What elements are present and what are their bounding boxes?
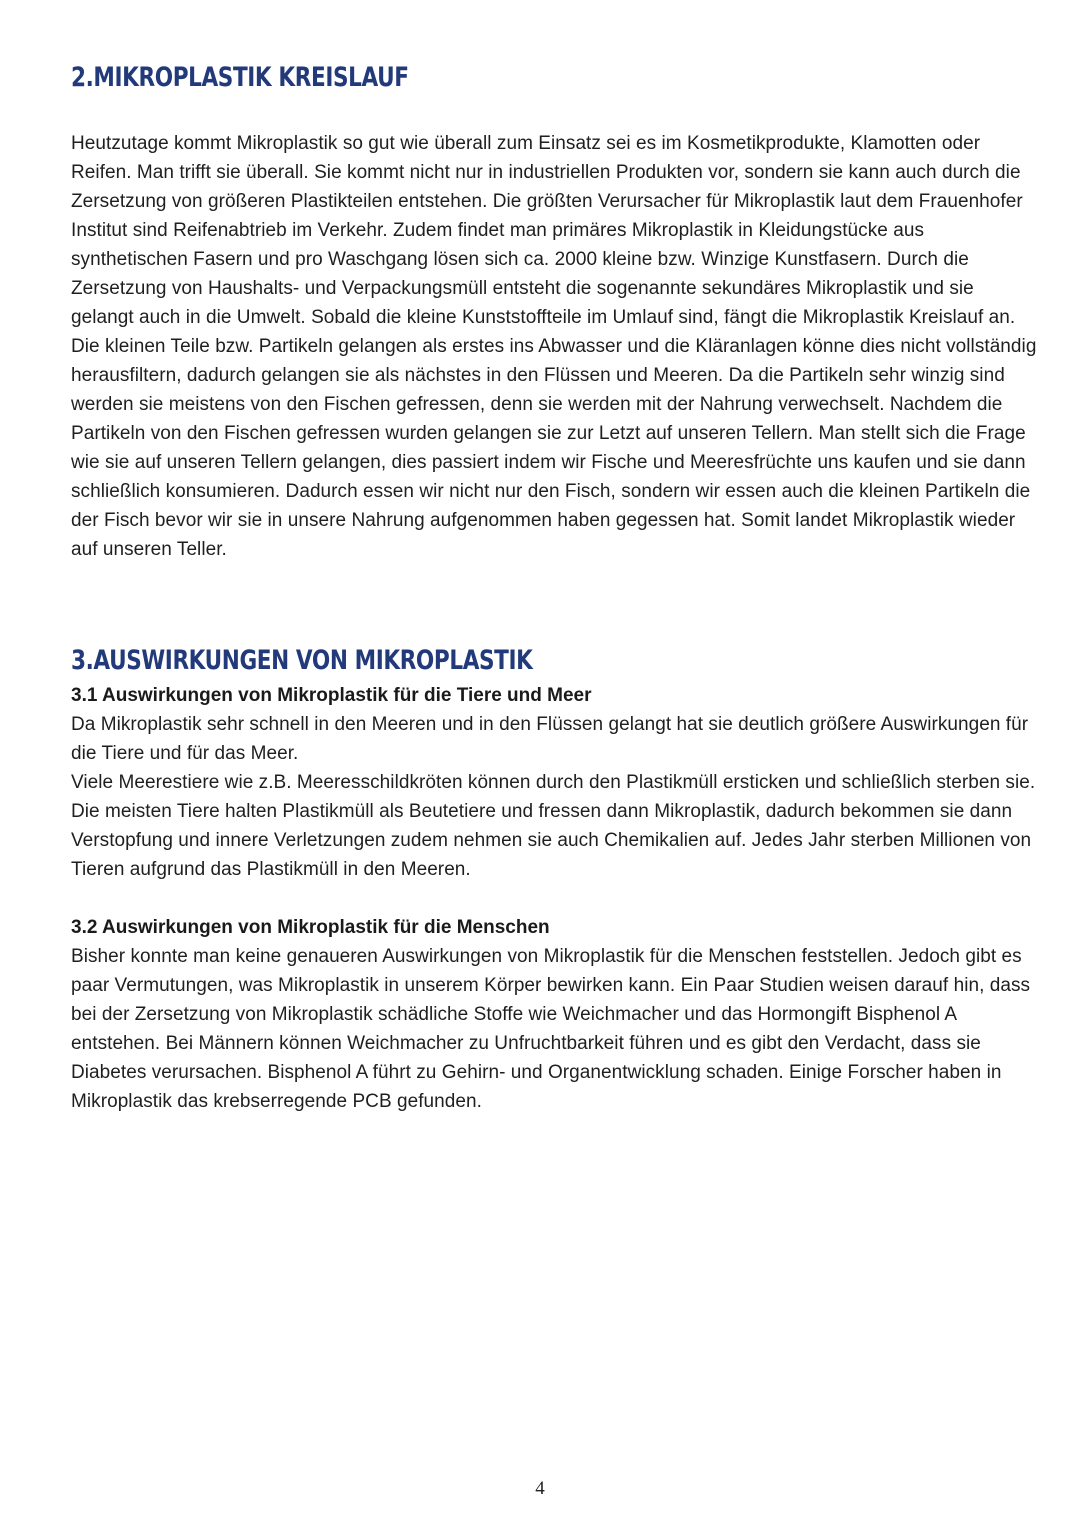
section-title: 3.AUSWIRKUNGEN VON MIKROPLASTIK: [71, 645, 533, 676]
subsection-title: 3.1 Auswirkungen von Mikroplastik für die Tiere und Meer: [71, 685, 592, 706]
section-body-kreislauf: [71, 129, 1039, 564]
subsection-tiere-meer: [71, 681, 1039, 884]
subsection-title: 3.2 Auswirkungen von Mikroplastik für die Menschen: [71, 917, 550, 938]
document-page: [71, 58, 1039, 1116]
section-heading-auswirkungen: [71, 641, 1039, 681]
subsection-menschen: [71, 913, 1039, 1116]
paragraph: Heutzutage kommt Mikroplastik so gut wie überall zum Einsatz sei es im Kosmetikprodukte, Klamotten oder Reifen. Man trifft sie überall. Sie kommt nicht nur in industriellen Produkten vor, sondern sie kann auch durch die Zersetzung von größeren Plastikteilen entstehen. Die größten Verursacher für Mikroplastik laut dem Frauenhofer Institut sind Reifenabtrieb im Verkehr. Zudem findet man primäres Mikroplastik in Kleidungstücke aus synthetischen Fasern und pro Waschgang lösen sich ca. 2000 kleine bzw. Winzige Kunstfasern. Durch die Zersetzung von Haushalts- und Verpackungsmüll entsteht die sogenannte sekundäres Mikroplastik und sie gelangt auch in die Umwelt. Sobald die kleine Kunststoffteile im Umlauf sind, fängt die Mikroplastik Kreislauf an.: [71, 133, 1023, 328]
section-heading-kreislauf: [71, 58, 1039, 98]
paragraph: Da Mikroplastik sehr schnell in den Meeren und in den Flüssen gelangt hat sie deutlich größere Auswirkungen für die Tiere und für das Meer.: [71, 714, 1029, 764]
paragraph: Bisher konnte man keine genaueren Auswirkungen von Mikroplastik für die Menschen feststellen. Jedoch gibt es paar Vermutungen, was Mikroplastik in unserem Körper bewirken kann. Ein Paar Studien weisen darauf hin, dass bei der Zersetzung von Mikroplastik schädliche Stoffe wie Weichmacher und das Hormongift Bisphenol A entstehen. Bei Männern können Weichmacher zu Unfruchtbarkeit führen und es gibt den Verdacht, dass sie Diabetes verursachen. Bisphenol A führt zu Gehirn- und Organentwicklung schaden. Einige Forscher haben in Mikroplastik das krebserregende PCB gefunden.: [71, 946, 1031, 1112]
section-title: 2.MIKROPLASTIK KREISLAUF: [71, 62, 409, 93]
page-number: 4: [535, 1478, 545, 1499]
paragraph: Die kleinen Teile bzw. Partikeln gelangen als erstes ins Abwasser und die Kläranlagen könne dies nicht vollständig herausfiltern, dadurch gelangen sie als nächstes in den Flüssen und Meeren. Da die Partikeln sehr winzig sind werden sie meistens von den Fischen gefressen, denn sie werden mit der Nahrung verwechselt. Nachdem die Partikeln von den Fischen gefressen wurden gelangen sie zur Letzt auf unseren Tellern. Man stellt sich die Frage wie sie auf unseren Tellern gelangen, dies passiert indem wir Fische und Meeresfrüchte uns kaufen und sie dann schließlich konsumieren. Dadurch essen wir nicht nur den Fisch, sondern wir essen auch die kleinen Partikeln die der Fisch bevor wir sie in unsere Nahrung aufgenommen haben gegessen hat. Somit landet Mikroplastik wieder auf unseren Teller.: [71, 336, 1037, 560]
paragraph: Viele Meerestiere wie z.B. Meeresschildkröten können durch den Plastikmüll ersticken und schließlich sterben sie. Die meisten Tiere halten Plastikmüll als Beutetiere und fressen dann Mikroplastik, dadurch bekommen sie dann Verstopfung und innere Verletzungen zudem nehmen sie auch Chemikalien auf. Jedes Jahr sterben Millionen von Tieren aufgrund das Plastikmüll in den Meeren.: [71, 772, 1036, 880]
spacer: [71, 884, 1039, 913]
